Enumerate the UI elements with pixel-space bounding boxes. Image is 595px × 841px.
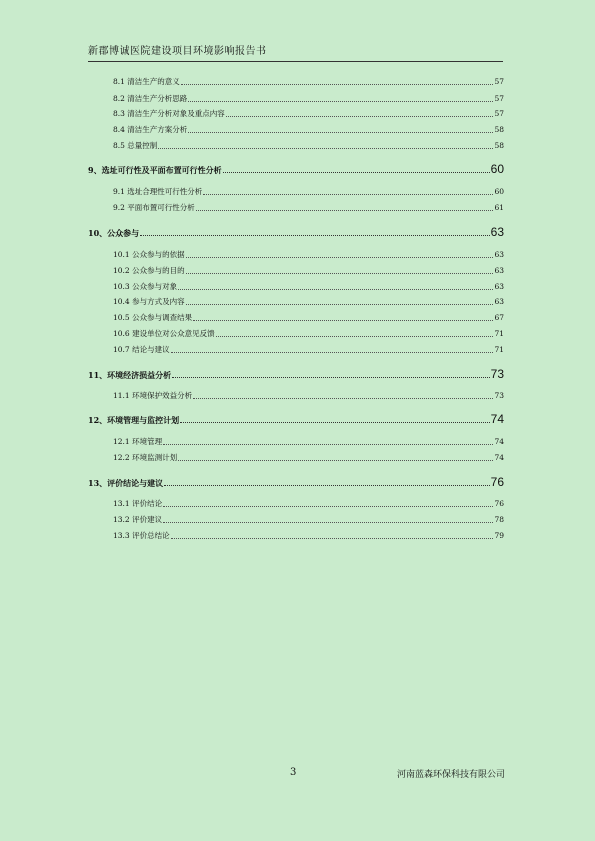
toc-entry-page: 57 <box>494 109 504 118</box>
toc-leader-dots <box>188 100 493 102</box>
toc-entry-page: 71 <box>494 345 504 354</box>
toc-entry-label: 10.7 结论与建议 <box>113 345 170 354</box>
page-header: 新郡博诚医院建设项目环境影响报告书 <box>88 42 503 62</box>
toc-leader-dots <box>188 131 493 133</box>
toc-entry-page: 58 <box>494 141 504 150</box>
toc-leader-dots <box>164 484 490 486</box>
toc-section-entry[interactable] <box>113 452 504 463</box>
toc-section-entry[interactable] <box>113 436 504 447</box>
toc-section-entry[interactable] <box>113 108 504 119</box>
toc-leader-dots <box>163 505 493 507</box>
toc-entry-label: 8.5 总量控制 <box>113 141 158 150</box>
toc-entry-label: 10.1 公众参与的依据 <box>113 250 185 259</box>
toc-section-entry[interactable] <box>113 390 504 401</box>
toc-leader-dots <box>196 209 494 211</box>
toc-section-entry[interactable] <box>113 530 504 541</box>
toc-entry-label: 11、环境经济损益分析 <box>88 370 172 380</box>
toc-entry-page: 63 <box>494 266 504 275</box>
toc-entry-label: 11.1 环境保护效益分析 <box>113 391 193 400</box>
toc-section-entry[interactable] <box>113 140 504 151</box>
toc-entry-label: 12.2 环境监测计划 <box>113 453 178 462</box>
toc-entry-label: 9.1 选址合理性可行性分析 <box>113 187 203 196</box>
toc-entry-page: 57 <box>494 77 504 86</box>
toc-entry-label: 10.4 参与方式及内容 <box>113 297 185 306</box>
page-number: 3 <box>290 767 297 778</box>
toc-leader-dots <box>186 303 494 305</box>
toc-section-entry[interactable] <box>113 514 504 525</box>
toc-entry-label: 8.1 清洁生产的意义 <box>113 77 180 86</box>
toc-leader-dots <box>172 376 490 378</box>
toc-entry-page: 76 <box>494 499 504 508</box>
toc-leader-dots <box>193 319 493 321</box>
toc-leader-dots <box>181 83 494 85</box>
toc-entry-label: 10.5 公众参与调查结果 <box>113 313 193 322</box>
toc-leader-dots <box>158 147 493 149</box>
toc-entry-page: 74 <box>494 453 504 462</box>
toc-section-entry[interactable] <box>113 312 504 323</box>
toc-chapter-entry[interactable] <box>88 225 504 239</box>
toc-leader-dots <box>186 272 494 274</box>
toc-section-entry[interactable] <box>113 296 504 307</box>
toc-section-entry[interactable] <box>113 265 504 276</box>
toc-leader-dots <box>216 335 494 337</box>
toc-entry-label: 10.6 建设单位对公众意见反馈 <box>113 329 215 338</box>
toc-entry-page: 71 <box>494 329 504 338</box>
toc-leader-dots <box>203 193 493 195</box>
toc-leader-dots <box>163 521 493 523</box>
toc-section-entry[interactable] <box>113 249 504 260</box>
toc-leader-dots <box>163 443 493 445</box>
toc-entry-label: 13.1 评价结论 <box>113 499 163 508</box>
toc-entry-page: 63 <box>490 225 504 239</box>
toc-entry-page: 74 <box>494 437 504 446</box>
toc-entry-label: 13、评价结论与建议 <box>88 478 164 488</box>
toc-entry-label: 12.1 环境管理 <box>113 437 163 446</box>
toc-entry-page: 79 <box>494 531 504 540</box>
toc-chapter-entry[interactable] <box>88 412 504 426</box>
toc-entry-label: 10、公众参与 <box>88 228 140 238</box>
toc-entry-page: 74 <box>490 412 504 426</box>
toc-leader-dots <box>226 115 494 117</box>
toc-entry-label: 12、环境管理与监控计划 <box>88 415 180 425</box>
toc-section-entry[interactable] <box>113 202 504 213</box>
toc-leader-dots <box>186 256 494 258</box>
toc-leader-dots <box>178 288 493 290</box>
toc-leader-dots <box>171 351 494 353</box>
toc-entry-page: 63 <box>494 250 504 259</box>
toc-entry-label: 13.2 评价建议 <box>113 515 163 524</box>
toc-entry-label: 8.3 清洁生产分析对象及重点内容 <box>113 109 225 118</box>
toc-entry-page: 58 <box>494 125 504 134</box>
toc-entry-page: 67 <box>494 313 504 322</box>
toc-chapter-entry[interactable] <box>88 162 504 176</box>
toc-chapter-entry[interactable] <box>88 475 504 489</box>
toc-entry-label: 9.2 平面布置可行性分析 <box>113 203 195 212</box>
toc-section-entry[interactable] <box>113 76 504 87</box>
toc-leader-dots <box>140 234 490 236</box>
toc-entry-page: 73 <box>494 391 504 400</box>
toc-leader-dots <box>171 537 494 539</box>
toc-section-entry[interactable] <box>113 93 504 104</box>
toc-entry-label: 8.4 清洁生产方案分析 <box>113 125 188 134</box>
toc-entry-page: 63 <box>494 297 504 306</box>
toc-section-entry[interactable] <box>113 186 504 197</box>
toc-entry-page: 60 <box>494 187 504 196</box>
toc-section-entry[interactable] <box>113 498 504 509</box>
toc-entry-page: 78 <box>494 515 504 524</box>
toc-entry-label: 9、选址可行性及平面布置可行性分析 <box>88 165 222 175</box>
toc-section-entry[interactable] <box>113 344 504 355</box>
toc-entry-page: 61 <box>494 203 504 212</box>
toc-chapter-entry[interactable] <box>88 367 504 381</box>
toc-entry-label: 10.2 公众参与的目的 <box>113 266 185 275</box>
toc-entry-label: 13.3 评价总结论 <box>113 531 170 540</box>
toc-entry-page: 63 <box>494 282 504 291</box>
toc-entry-page: 73 <box>490 367 504 381</box>
toc-leader-dots <box>178 459 493 461</box>
toc-entry-page: 76 <box>490 475 504 489</box>
toc-entry-label: 8.2 清洁生产分析思路 <box>113 94 188 103</box>
toc-section-entry[interactable] <box>113 124 504 135</box>
toc-section-entry[interactable] <box>113 328 504 339</box>
toc-leader-dots <box>180 421 490 423</box>
company-name: 河南蓝森环保科技有限公司 <box>396 770 505 780</box>
toc-section-entry[interactable] <box>113 281 504 292</box>
toc-entry-label: 10.3 公众参与对象 <box>113 282 178 291</box>
toc-entry-page: 57 <box>494 94 504 103</box>
toc-leader-dots <box>193 397 493 399</box>
toc-leader-dots <box>223 171 490 173</box>
toc-entry-page: 60 <box>490 162 504 176</box>
